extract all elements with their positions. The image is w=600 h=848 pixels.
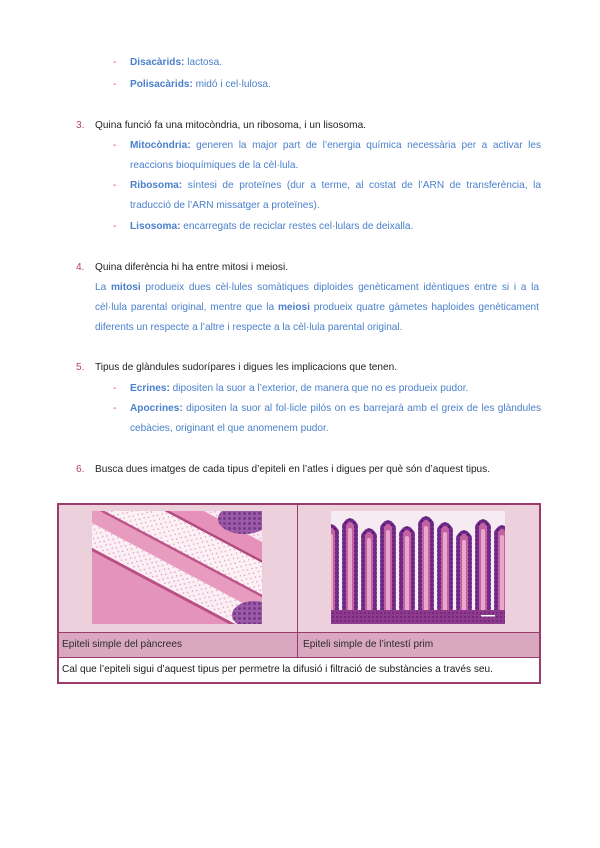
list-dash: - <box>113 180 117 191</box>
list-item-term: Ribosoma: <box>130 180 183 191</box>
intestine-label: Epiteli simple de l’intestí prim <box>303 639 434 650</box>
list-item-term: Ecrines: <box>130 383 170 394</box>
list-item-description: dipositen la suor a l’exterior, de manera que no es produeix pudor. <box>169 383 469 394</box>
table-cell-label <box>59 633 298 657</box>
list-dash: - <box>113 79 117 90</box>
question-number: 5. <box>76 362 85 373</box>
question-text: Quina funció fa una mitocòndria, un ribosoma, i un lisosoma. <box>95 120 366 131</box>
list-item-description: midó i cel·lulosa. <box>192 79 271 90</box>
list-item-description: lactosa. <box>184 57 223 68</box>
answer-paragraph <box>95 278 539 338</box>
table-cell-pancreas-image <box>59 505 298 632</box>
list-dash: - <box>113 140 117 151</box>
list-item-term: Mitocòndria: <box>130 140 191 151</box>
list-item-text <box>130 53 541 73</box>
list-item-description: dipositen la suor al fol·licle pilós on es barrejarà amb el greix de les glàndules cebàcies, originant el que anomenem pudor. <box>130 403 541 434</box>
answer-text: produeix dues cèl·lules somàtiques diploides genèticament idèntiques entre si i a la cèl·lula parental original, mentre que la <box>95 282 539 313</box>
question-number: 6. <box>76 464 85 475</box>
question-text: Quina diferència hi ha entre mitosi i meiosi. <box>95 262 288 273</box>
list-item-description: generen la major part de l’energia química necessària per a activar les reaccions bioquímiques de la cèl·lula. <box>130 140 541 171</box>
table-note: Cal que l’epiteli sigui d’aquest tipus per permetre la difusió i filtració de substàncies a través seu. <box>62 664 493 675</box>
answer-text: produeix quatre gàmetes haploides genèticament diferents un respecte a l’altre i respecte a la cèl·lula parental original. <box>95 302 539 333</box>
question-text: Busca dues imatges de cada tipus d’epiteli en l’atles i digues per què són d’aquest tipus. <box>95 464 491 475</box>
list-item-text <box>130 399 541 439</box>
list-item-term: Disacàrids: <box>130 57 185 68</box>
answer-term-meiosi: meiosi <box>277 302 310 313</box>
epithelium-table <box>57 503 541 684</box>
question-number: 4. <box>76 262 85 273</box>
list-dash: - <box>113 403 117 414</box>
list-dash: - <box>113 221 117 232</box>
table-label-row <box>59 632 539 657</box>
table-cell-intestine-image <box>298 505 539 632</box>
list-item-description: síntesi de proteïnes (dur a terme, al costat de l’ARN de transferència, la traducció de l’ARN missatger a proteïnes). <box>130 180 541 211</box>
list-item-text <box>130 379 541 399</box>
table-note-row <box>59 657 539 682</box>
answer-term-mitosi: mitosi <box>110 282 141 293</box>
list-item-term: Apocrines: <box>130 403 183 414</box>
list-dash: - <box>113 383 117 394</box>
list-item-text <box>130 75 541 95</box>
list-item-description: encarregats de reciclar restes cel·lulars de deixalla. <box>180 221 414 232</box>
list-item-text <box>130 217 541 237</box>
pancreas-micrograph <box>92 511 262 624</box>
question-number: 3. <box>76 120 85 131</box>
list-item-term: Polisacàrids: <box>130 79 193 90</box>
list-dash: - <box>113 57 117 68</box>
question-text: Tipus de glàndules sudorípares i digues les implicacions que tenen. <box>95 362 398 373</box>
list-item-text <box>130 176 541 216</box>
pancreas-label: Epiteli simple del pàncrees <box>62 639 183 650</box>
answer-text: La <box>95 282 111 293</box>
small-intestine-micrograph <box>331 511 505 624</box>
table-cell-label <box>298 633 539 657</box>
list-item-text <box>130 136 541 176</box>
table-image-row <box>59 505 539 632</box>
list-item-term: Lisosoma: <box>130 221 181 232</box>
